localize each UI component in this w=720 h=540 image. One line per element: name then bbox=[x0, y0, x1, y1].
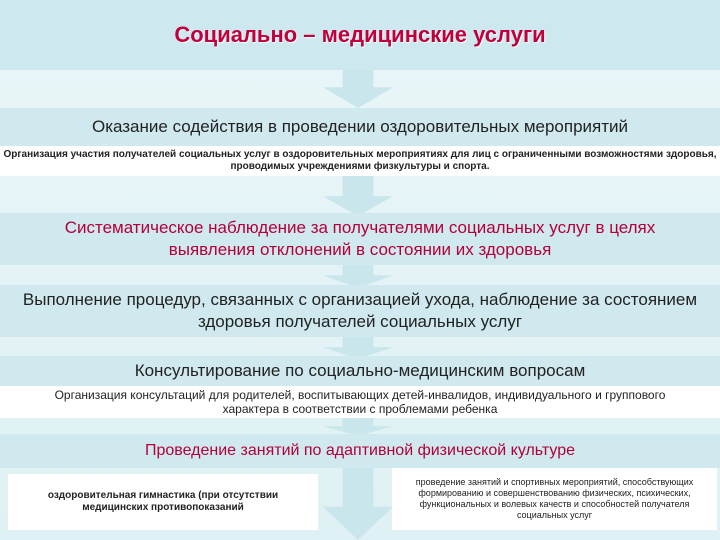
sub-service-text: оздоровительная гимнастика (при отсутствии медицинских противопоказаний bbox=[47, 490, 279, 513]
flow-arrow-2 bbox=[323, 172, 393, 216]
service-detail-text: Организация консультаций для родителей, воспитывающих детей-инвалидов, индивидуального и группового характера в соответствии с проблемами ребенка bbox=[54, 388, 666, 416]
service-heading: Выполнение процедур, связанных с организацией ухода, наблюдение за состоянием здоровья получателей социальных услуг bbox=[22, 290, 698, 331]
service-block-1 bbox=[0, 108, 720, 146]
sub-service-box-left bbox=[8, 474, 318, 530]
service-detail: Организация участия получателей социальных услуг в оздоровительных мероприятиях для лиц с ограниченными возможностями здоровья, проводимых учреждениями физкультуры и спорта. bbox=[0, 146, 720, 176]
service-block-2 bbox=[0, 213, 720, 265]
page-title: Социально – медицинские услуги bbox=[174, 22, 546, 47]
service-detail bbox=[0, 386, 720, 418]
service-block-5 bbox=[0, 434, 720, 468]
sub-service-text: проведение занятий и спортивных мероприятий, способствующих формированию и совершенствованию физических, психических, функциональных и волевых качеств и способностей получателя социальных услуг bbox=[415, 477, 694, 520]
title-band bbox=[0, 0, 720, 70]
service-block-3 bbox=[0, 285, 720, 337]
service-heading: Проведение занятий по адаптивной физической культуре bbox=[144, 442, 576, 459]
flow-arrow-6 bbox=[323, 466, 393, 540]
service-heading: Оказание содействия в проведении оздоровительных мероприятий bbox=[91, 117, 629, 136]
service-heading: Консультирование по социально-медицинским вопросам bbox=[134, 361, 586, 380]
service-heading: Систематическое наблюдение за получателями социальных услуг в целях выявления отклонений в состоянии их здоровья bbox=[64, 218, 656, 259]
sub-service-box-right bbox=[392, 468, 717, 530]
service-block-4 bbox=[0, 356, 720, 386]
